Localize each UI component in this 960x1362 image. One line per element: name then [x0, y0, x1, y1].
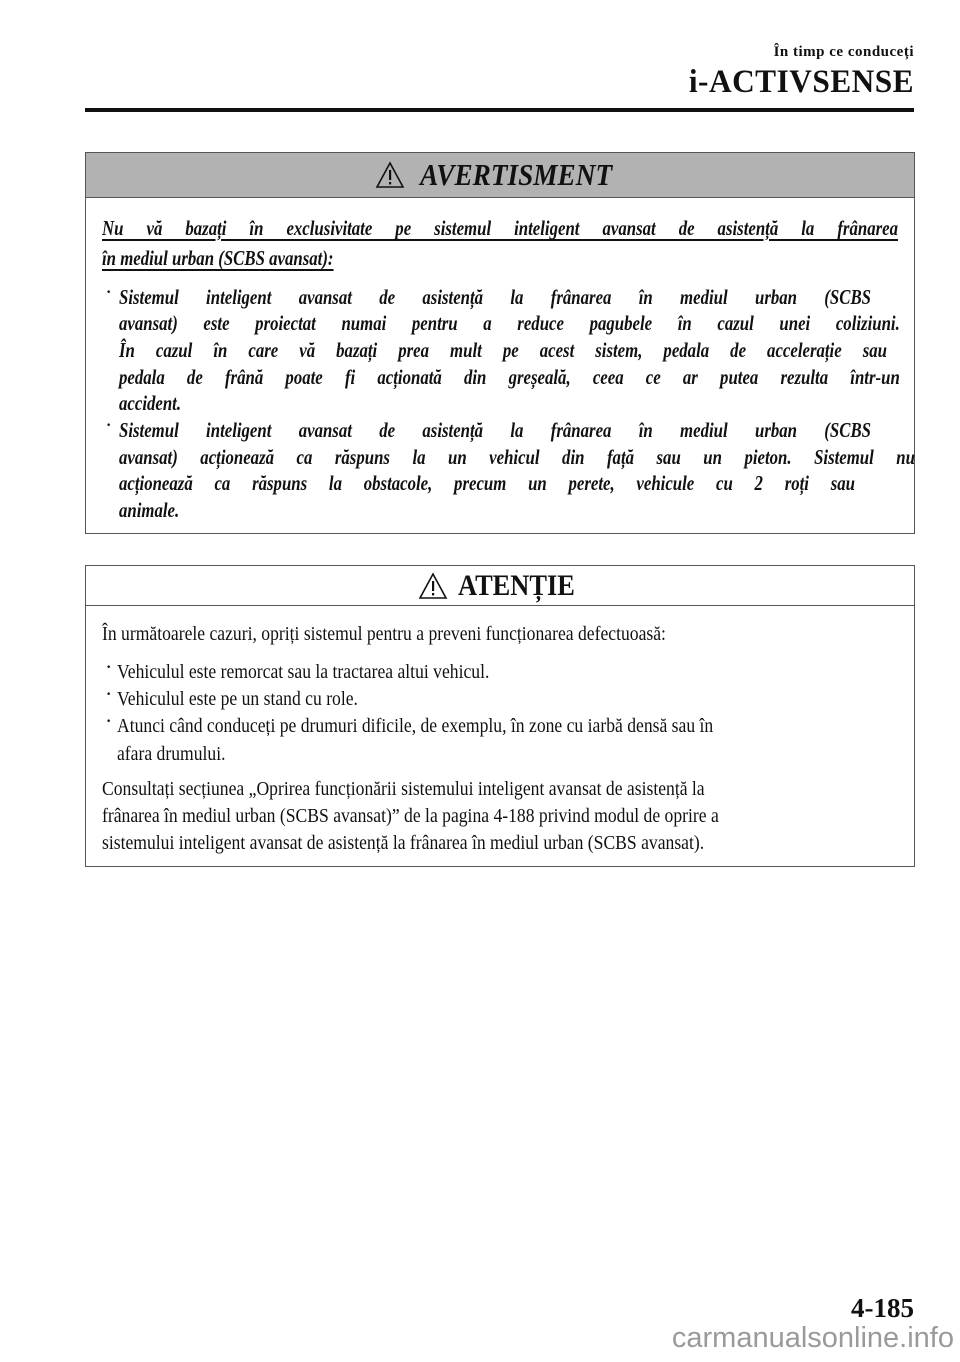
warning-bullet-line: Sistemul inteligent avansat de asistență la frânarea în mediul urban (SCBS [119, 285, 871, 309]
warning-header [86, 153, 914, 198]
bullet-dot: · [106, 284, 112, 301]
warning-intro-line: Nu vă bazați în exclusivitate pe sistemul inteligent avansat de asistență la frânarea [102, 216, 898, 240]
caution-bullet-line: Atunci când conduceți pe drumuri dificile, de exemplu, în zone cu iarbă densă sau în [117, 715, 714, 737]
bullet-dot: · [106, 659, 112, 676]
warning-bullet-line: În cazul în care vă bazați prea mult pe acest sistem, pedala de accelerație sau [119, 338, 887, 362]
warning-box [85, 152, 915, 534]
caution-outro-line: frânarea în mediul urban (SCBS avansat)” de la pagina 4-188 privind modul de oprire a [102, 805, 719, 827]
header-rule [85, 108, 914, 112]
caution-outro-line: sistemului inteligent avansat de asistență la frânarea în mediul urban (SCBS avansat). [102, 832, 705, 854]
warning-title: AVERTISMENT [419, 157, 613, 192]
caution-box [85, 565, 915, 867]
caution-outro-line: Consultați secțiunea „Oprirea funcționării sistemului inteligent avansat de asistență la [102, 778, 705, 800]
caution-bullet-line: Vehiculul este pe un stand cu role. [117, 688, 358, 710]
caution-bullet-line: Vehiculul este remorcat sau la tractarea altui vehicul. [117, 661, 490, 683]
warning-bullet-line: avansat) este proiectat numai pentru a reduce pagubele în cazul unei coliziuni. [119, 311, 900, 335]
bullet-dot: · [106, 417, 112, 434]
section-label: În timp ce conduceți [773, 44, 914, 60]
chapter-title: i-ACTIVSENSE [688, 64, 914, 100]
caution-title: ATENȚIE [457, 568, 575, 602]
warning-triangle-icon [375, 161, 405, 189]
warning-bullet-line: avansat) acționează ca răspuns la un vehicul din față sau un pieton. Sistemul nu [119, 445, 915, 469]
bullet-dot: · [106, 713, 112, 730]
caution-bullet-line: afara drumului. [117, 743, 226, 765]
warning-bullet-line: Sistemul inteligent avansat de asistență la frânarea în mediul urban (SCBS [119, 418, 871, 442]
warning-bullet-line: accident. [119, 391, 182, 415]
warning-bullet-line: acționează ca răspuns la obstacole, precum un perete, vehicule cu 2 roți sau [119, 471, 855, 495]
caution-intro: În următoarele cazuri, opriți sistemul pentru a preveni funcționarea defectuoasă: [102, 623, 666, 645]
page-number: 4-185 [851, 1293, 914, 1323]
watermark: carmanualsonline.info [671, 1322, 954, 1354]
warning-triangle-icon [418, 572, 448, 600]
bullet-dot: · [106, 686, 112, 703]
warning-bullet-line: pedala de frână poate fi acționată din greșeală, ceea ce ar putea rezulta într-un [119, 365, 900, 389]
warning-bullet-line: animale. [119, 498, 180, 522]
warning-intro-line: în mediul urban (SCBS avansat): [102, 246, 334, 270]
caution-header [86, 566, 914, 606]
